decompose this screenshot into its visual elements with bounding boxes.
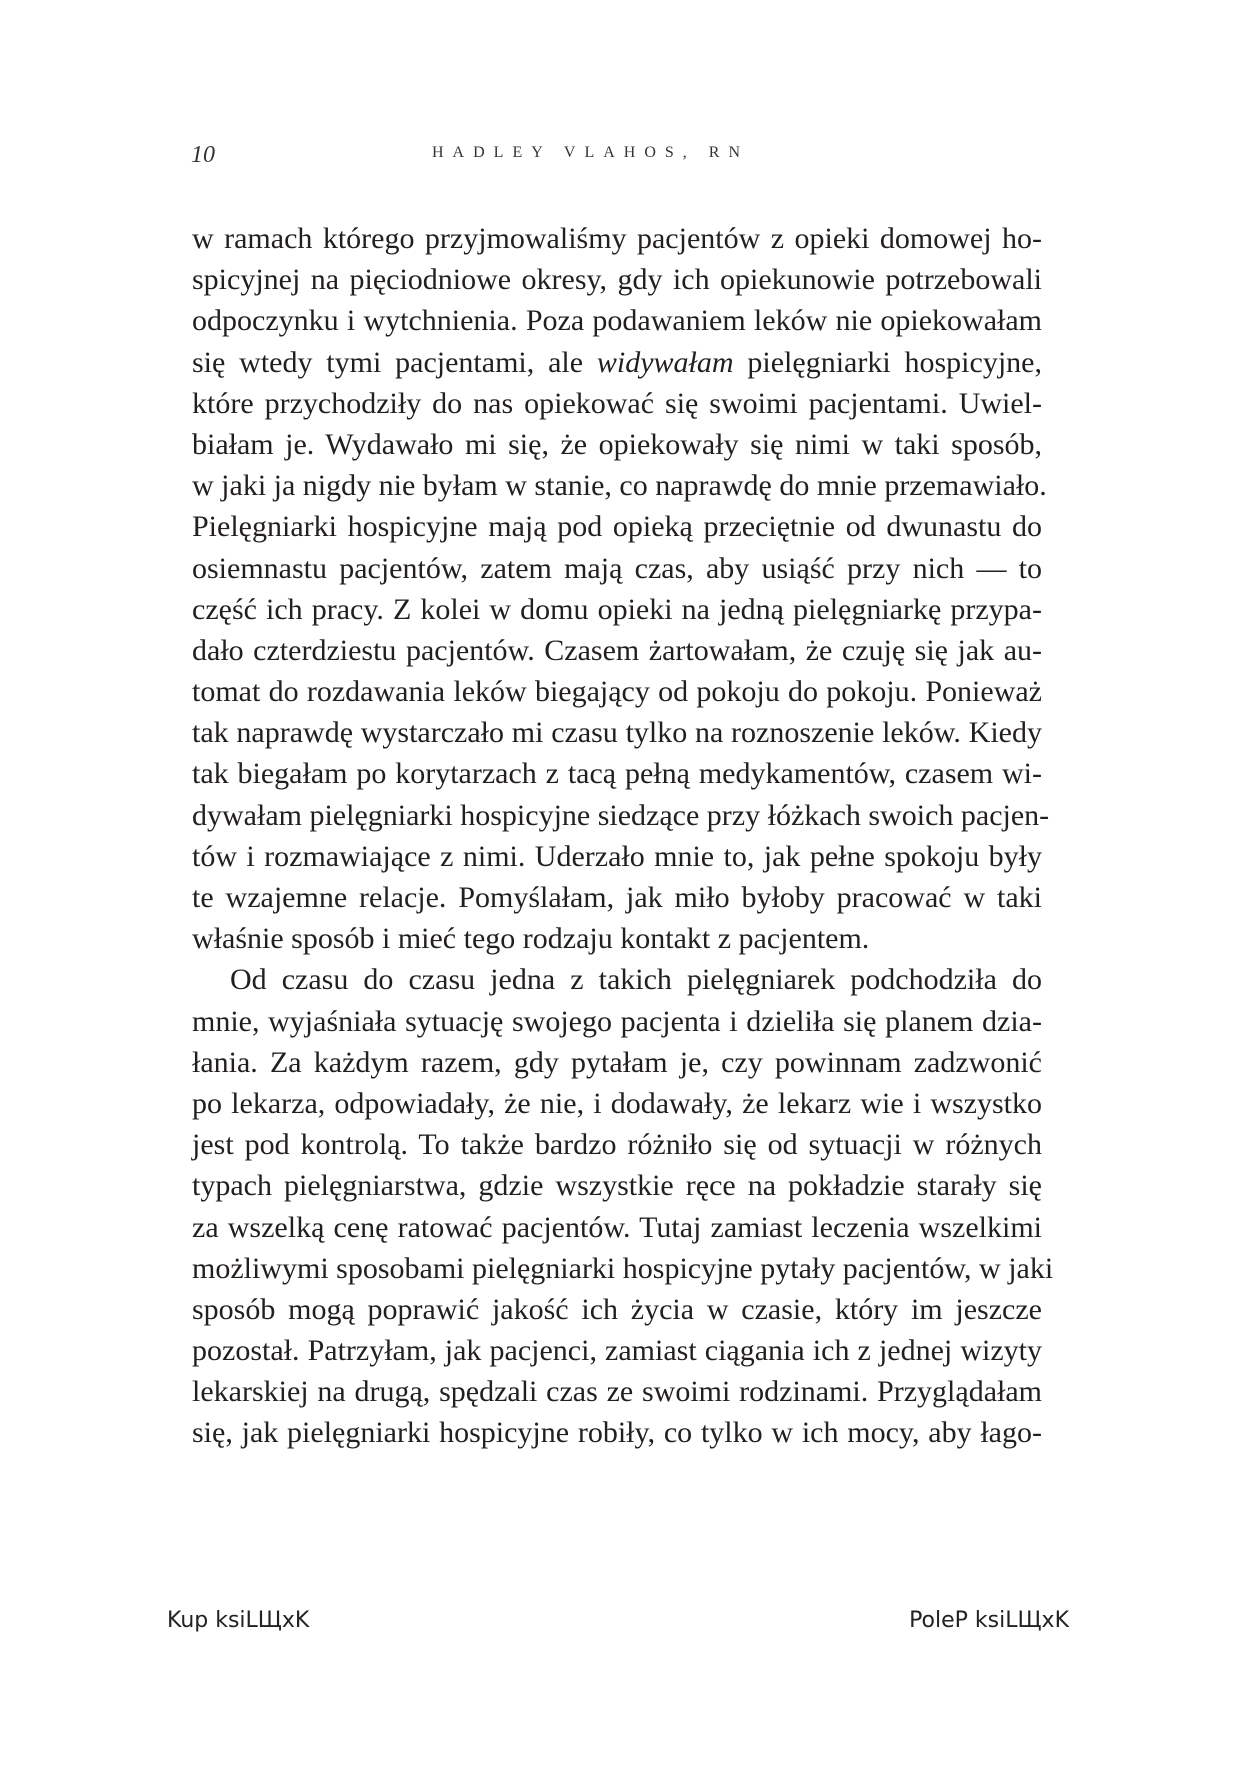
text-line: dało czterdziestu pacjentów. Czasem żartowałam, że czuję się jak au-	[192, 633, 1042, 667]
paragraph	[192, 959, 1054, 1453]
text-line: sposób mogą poprawić jakość ich życia w czasie, który im jeszcze	[192, 1292, 1042, 1326]
text-line: tak biegałam po korytarzach z tacą pełną medykamentów, czasem wi-	[192, 757, 1042, 791]
recommend-book-link[interactable]: PoleP ksiLЩxK	[909, 1608, 1069, 1633]
text-line: za wszelką cenę ratować pacjentów. Tutaj zamiast leczenia wszelkimi	[192, 1210, 1042, 1244]
text-line: jest pod kontrolą. To także bardzo różniło się od sytuacji w różnych	[192, 1128, 1042, 1162]
paragraph	[192, 218, 1050, 959]
page-number: 10	[191, 142, 215, 168]
text-line: spicyjnej na pięciodniowe okresy, gdy ich opiekunowie potrzebowali	[192, 263, 1042, 297]
page-header	[0, 142, 1233, 182]
text-line: dywałam pielęgniarki hospicyjne siedzące przy łóżkach swoich pacjen-	[192, 798, 1050, 832]
text-line: mnie, wyjaśniała sytuację swojego pacjenta i dzieliła się planem dzia-	[192, 1004, 1042, 1038]
emphasis: widywałam	[596, 345, 734, 379]
text-line: łania. Za każdym razem, gdy pytałam je, czy powinnam zadzwonić	[192, 1045, 1042, 1079]
text-line: Od czasu do czasu jedna z takich pielęgniarek podchodziła do	[230, 963, 1042, 997]
text-line: po lekarza, odpowiadały, że nie, i dodawały, że lekarz wie i wszystko	[192, 1086, 1042, 1120]
text-line: tów i rozmawiające z nimi. Uderzało mnie to, jak pełne spokoju były	[192, 839, 1042, 873]
text-line: białam je. Wydawało mi się, że opiekowały się nimi w taki sposób,	[192, 427, 1042, 461]
text-line: lekarskiej na drugą, spędzali czas ze swoimi rodzinami. Przyglądałam	[192, 1375, 1042, 1409]
text-line: w jaki ja nigdy nie byłam w stanie, co naprawdę do mnie przemawiało.	[192, 469, 1047, 503]
footer	[0, 1608, 1233, 1642]
text-line: w ramach którego przyjmowaliśmy pacjentów z opieki domowej ho-	[192, 222, 1042, 255]
text-line: osiemnastu pacjentów, zatem mają czas, aby usiąść przy nich — to	[192, 551, 1042, 585]
body-text	[192, 218, 1054, 1454]
text-line: się, jak pielęgniarki hospicyjne robiły, co tylko w ich mocy, aby łago-	[192, 1416, 1042, 1450]
text-line: tomat do rozdawania leków biegający od pokoju do pokoju. Ponieważ	[192, 675, 1042, 709]
text-line: które przychodziły do nas opiekować się swoimi pacjentami. Uwiel-	[192, 386, 1042, 420]
buy-book-link[interactable]: Kup ksiLЩxK	[167, 1608, 310, 1633]
text-line: typach pielęgniarstwa, gdzie wszystkie ręce na pokładzie starały się	[192, 1169, 1042, 1203]
text-line: możliwymi sposobami pielęgniarki hospicyjne pytały pacjentów, w jaki	[192, 1251, 1054, 1285]
text-line: się wtedy tymi pacjentami, ale widywałam pielęgniarki hospicyjne,	[192, 345, 1042, 379]
text-line: odpoczynku i wytchnienia. Poza podawaniem leków nie opiekowałam	[192, 304, 1042, 338]
text-line: te wzajemne relacje. Pomyślałam, jak miło byłoby pracować w taki	[192, 881, 1042, 914]
text-line: pozostał. Patrzyłam, jak pacjenci, zamiast ciągania ich z jednej wizyty	[192, 1334, 1042, 1368]
text-line: Pielęgniarki hospicyjne mają pod opieką przeciętnie od dwunastu do	[192, 510, 1042, 544]
text-line: część ich pracy. Z kolei w domu opieki na jedną pielęgniarkę przypa-	[192, 592, 1042, 626]
text-line: tak naprawdę wystarczało mi czasu tylko na roznoszenie leków. Kiedy	[192, 716, 1042, 750]
text-line: właśnie sposób i mieć tego rodzaju kontakt z pacjentem.	[192, 922, 870, 956]
running-head: HADLEY VLAHOS, RN	[432, 144, 749, 161]
